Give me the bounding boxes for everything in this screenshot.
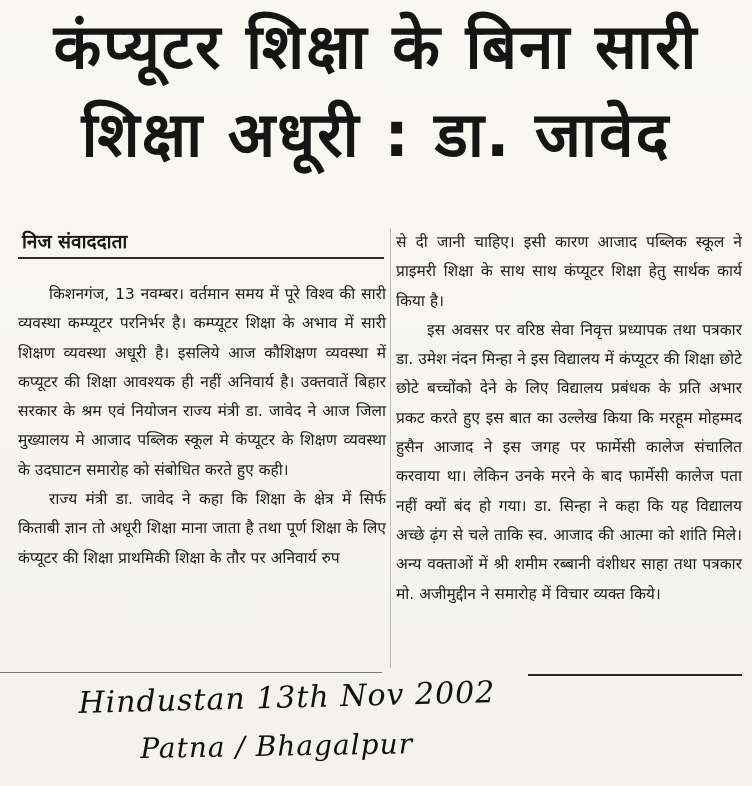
handwritten-edition-note: Patna / Bhagalpur: [140, 727, 414, 765]
column-end-divider: [0, 672, 382, 673]
headline-line-1: कंप्यूटर शिक्षा के बिना सारी: [53, 10, 699, 83]
article-paragraph: राज्य मंत्री डा. जावेद ने कहा कि शिक्षा के क्षेत्र में सिर्फ किताबी ज्ञान तो अधूरी शिक्षा माना जाता है तथा पूर्ण शिक्षा के लिए कंप्यूटर की शिक्षा प्राथमिकी शिक्षा के तौर पर अनिवार्य रुप: [18, 490, 386, 567]
byline-divider: [18, 257, 384, 259]
article-paragraph: से दी जानी चाहिए। इसी कारण आजाद पब्लिक स्कूल ने प्राइमरी शिक्षा के साथ साथ कंप्यूटर शिक्षा हेतु सार्थक कार्य किया है।: [396, 233, 742, 310]
handwritten-source-note: Hindustan 13th Nov 2002: [78, 675, 496, 721]
article-paragraph: इस अवसर पर वरिष्ठ सेवा निवृत्त प्रध्यापक तथा पत्रकार डा. उमेश नंदन मिन्हा ने इस विद्यालय में कंप्यूटर की शिक्षा छोटे छोटे बच्चोंको देने के लिए विद्यालय प्रबंधक के प्रति अभार प्रकट करते हुए इस बात का उल्लेख किया कि मरहूम मोहम्मद हुसैन आजाद ने इस जगह पर फार्मेसी कालेज संचालित करवाया था। लेकिन उनके मरने के बाद फार्मेसी कालेज पता नहीं क्यों बंद हो गया। डा. सिन्हा ने कहा कि यह विद्यालय अच्छे ढ़ंग से चले ताकि स्व. आजाद की आत्मा को शांति मिले। अन्य वक्ताओं में श्री शमीम रब्बानी वंशीधर साहा तथा पत्रकार मो. अजीमुद्दीन ने समारोह में विचार व्यक्त किये।: [396, 320, 742, 603]
article-paragraph: किशनगंज, 13 नवम्बर। वर्तमान समय में पूरे विश्व की सारी व्यवस्था कम्प्यूटर परनिर्भर है। कम्प्यूटर शिक्षा के अभाव में सारी शिक्षण व्यवस्था अधूरी है। इसलिये आज कौशिक्षण व्यवस्था में कप्यूटर की शिक्षा आवश्यक ही नहीं अनिवार्य है। उक्तवातें बिहार सरकार के श्रम एवं नियोजन राज्य मंत्री डा. जावेद ने आज जिला मुख्यालय मे आजाद पब्लिक स्कूल मे कंप्यूटर के शिक्षण व्यवस्था के उदघाटन समारोह को संबोधित करते हुए कही।: [18, 285, 386, 479]
column-divider: [390, 228, 391, 668]
article-column-right: [396, 228, 742, 609]
article-column-left: [18, 280, 386, 573]
headline-line-2: शिक्षा अधूरी : डा. जावेद: [81, 98, 671, 171]
article-end-rule: [528, 674, 742, 676]
byline: निज संवाददाता: [22, 231, 128, 253]
